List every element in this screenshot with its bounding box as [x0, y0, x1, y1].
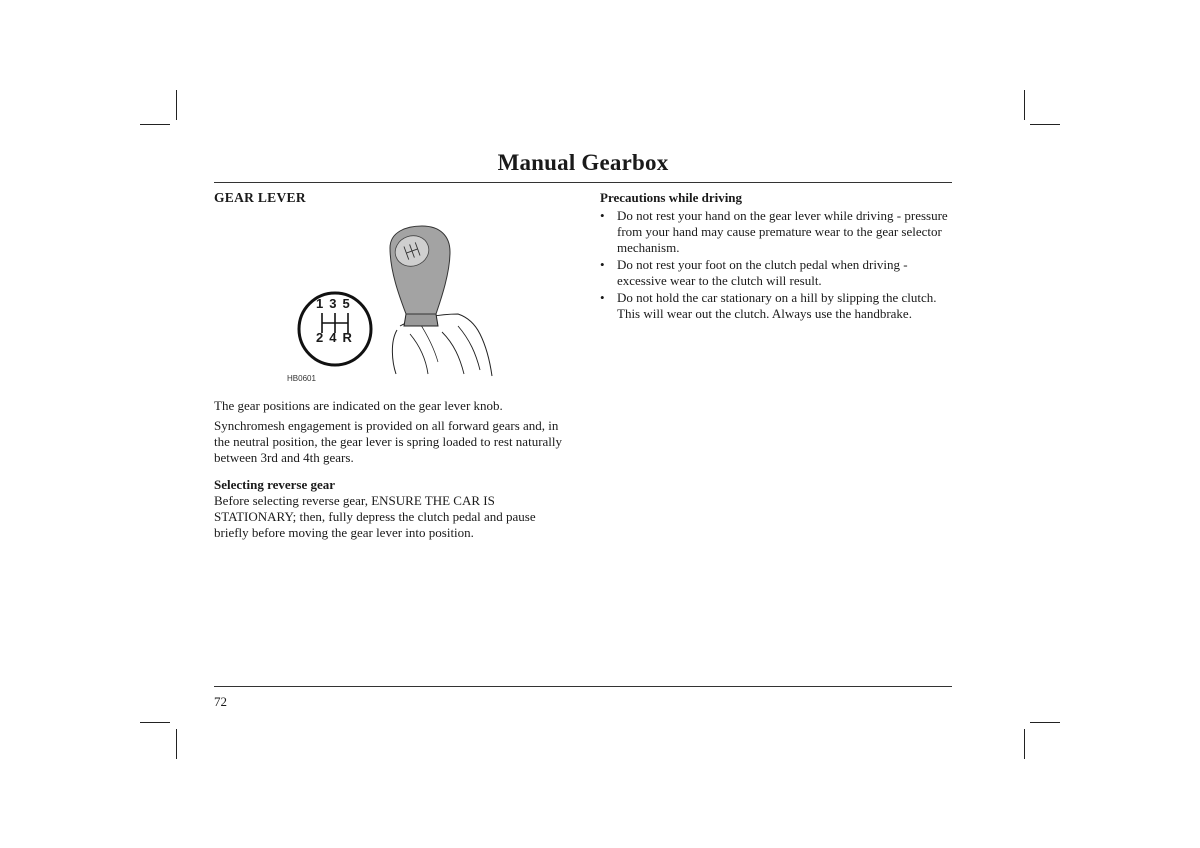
list-item — [600, 257, 952, 289]
crop-mark — [176, 90, 177, 120]
title-rule — [214, 182, 952, 183]
page-number: 72 — [214, 694, 227, 709]
list-item — [600, 208, 952, 256]
reverse-gear-section — [214, 477, 570, 541]
crop-mark — [1024, 90, 1025, 120]
gear-label: 1 — [316, 296, 324, 311]
gear-label: 5 — [342, 296, 350, 311]
paragraph: Before selecting reverse gear, ENSURE THE CAR IS STATIONARY; then, fully depress the clutch pedal and pause briefly before moving the gear lever into position. — [214, 493, 536, 540]
paragraph: The gear positions are indicated on the gear lever knob. — [214, 398, 503, 413]
gear-label: 3 — [329, 296, 337, 311]
gear-label: 4 — [329, 330, 337, 345]
gear-lever-illustration — [214, 222, 574, 390]
gear-label: R — [342, 330, 352, 345]
sub-heading: Selecting reverse gear — [214, 477, 336, 492]
gear-knob-drawing — [214, 222, 574, 390]
bullet-icon: • — [600, 257, 605, 272]
bullet-icon: • — [600, 290, 605, 305]
crop-mark — [1024, 729, 1025, 759]
paragraph: Synchromesh engagement is provided on all forward gears and, in the neutral position, the gear lever is spring loaded to rest naturally between 3rd and 4th gears. — [214, 418, 563, 465]
right-column — [600, 190, 952, 323]
crop-mark — [176, 729, 177, 759]
precautions-list — [600, 208, 952, 322]
list-item — [600, 290, 952, 322]
list-item-text: Do not rest your foot on the clutch pedal when driving - excessive wear to the clutch will result. — [617, 257, 908, 288]
crop-mark — [1030, 124, 1060, 125]
section-heading: GEAR LEVER — [214, 190, 306, 205]
gear-label: 2 — [316, 330, 324, 345]
shift-pattern-top-row — [316, 296, 350, 311]
bullet-icon: • — [600, 208, 605, 223]
left-column — [214, 190, 574, 206]
page-title: Manual Gearbox — [497, 150, 669, 175]
shift-pattern-bottom-row — [316, 330, 352, 345]
list-item-text: Do not rest your hand on the gear lever while driving - pressure from your hand may cause premature wear to the gear selector mechanism. — [617, 208, 948, 255]
crop-mark — [1030, 722, 1060, 723]
crop-mark — [140, 722, 170, 723]
sub-heading: Precautions while driving — [600, 190, 743, 205]
crop-mark — [140, 124, 170, 125]
footer-rule — [214, 686, 952, 687]
figure-code: HB0601 — [287, 374, 316, 383]
list-item-text: Do not hold the car stationary on a hill by slipping the clutch. This will wear out the clutch. Always use the handbrake. — [617, 290, 937, 321]
